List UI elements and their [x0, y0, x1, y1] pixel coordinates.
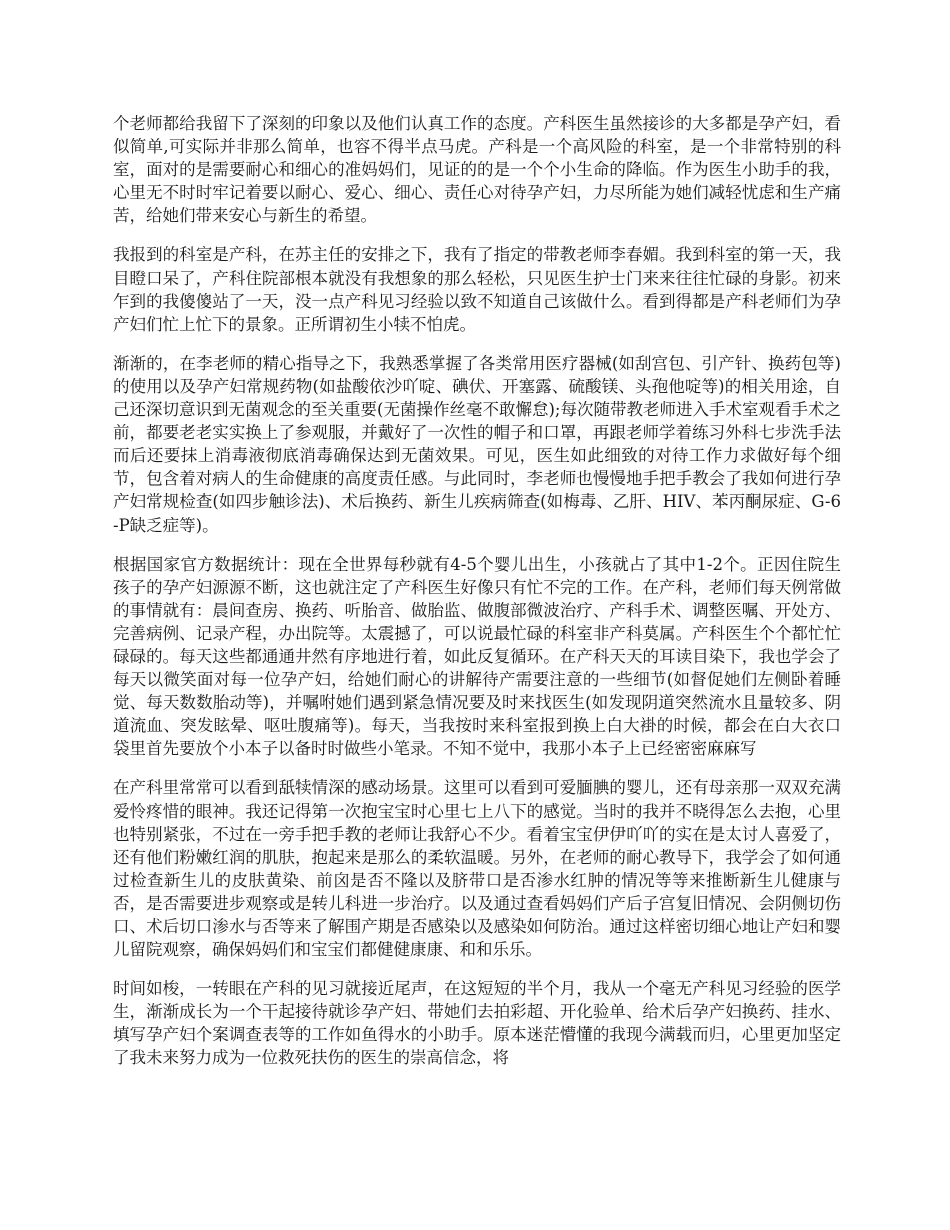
paragraph-2: 我报到的科室是产科，在苏主任的安排之下，我有了指定的带教老师李春媚。我到科室的第一天，我目瞪口呆了，产科住院部根本就没有我想象的那么轻松，只见医生护士门来来往往忙碌的身影。初来乍到的我傻傻站了一天，没一点产科见习经验以致不知道自己该做什么。看到得都是产科老师们为孕产妇们忙上忙下的景象。正所谓初生小犊不怕虎。: [113, 245, 841, 334]
document-body: [113, 112, 841, 1086]
paragraph-4: 根据国家官方数据统计：现在全世界每秒就有4-5个婴儿出生，小孩就占了其中1-2个。正因住院生孩子的孕产妇源源不断，这也就注定了产科医生好像只有忙不完的工作。在产科，老师们每天例常做的事情就有：晨间查房、换药、听胎音、做胎监、做腹部微波治疗、产科手术、调整医嘱、开处方、完善病例、记录产程，办出院等。太震撼了，可以说最忙碌的科室非产科莫属。产科医生个个都忙忙碌碌的。每天这些都通通井然有序地进行着，如此反复循环。在产科天天的耳读目染下，我也学会了每天以微笑面对每一位孕产妇，给她们耐心的讲解待产需要注意的一些细节(如督促她们左侧卧着睡觉、每天数数胎动等)，并嘱咐她们遇到紧急情况要及时来找医生(如发现阴道突然流水且量较多、阴道流血、突发眩晕、呕吐腹痛等)。每天，当我按时来科室报到换上白大褂的时候，都会在白大衣口袋里首先要放个小本子以备时时做些小笔录。不知不觉中，我那小本子上已经密密麻麻写: [113, 554, 841, 759]
paragraph-1: 个老师都给我留下了深刻的印象以及他们认真工作的态度。产科医生虽然接诊的大多都是孕产妇，看似简单,可实际并非那么简单，也容不得半点马虎。产科是一个高风险的科室，是一个非常特别的科室，面对的是需要耐心和细心的准妈妈们，见证的的是一个个小生命的降临。作为医生小助手的我，心里无不时时牢记着要以耐心、爱心、细心、责任心对待孕产妇，力尽所能为她们减轻忧虑和生产痛苦，给她们带来安心与新生的希望。: [113, 114, 841, 226]
paragraph-5: 在产科里常常可以看到舐犊情深的感动场景。这里可以看到可爱腼腆的婴儿，还有母亲那一双双充满爱怜疼惜的眼神。我还记得第一次抱宝宝时心里七上八下的感觉。当时的我并不晓得怎么去抱，心里也特别紧张，不过在一旁手把手教的老师让我舒心不少。看着宝宝伊伊吖吖的实在是太讨人喜爱了，还有他们粉嫩红润的肌肤，抱起来是那么的柔软温暖。另外，在老师的耐心教导下，我学会了如何通过检查新生儿的皮肤黄染、前囟是否不隆以及脐带口是否渗水红肿的情况等等来推断新生儿健康与否，是否需要进步观察或是转儿科进一步治疗。以及通过查看妈妈们产后子宫复旧情况、会阴侧切伤口、术后切口渗水与否等来了解围产期是否感染以及感染如何防治。通过这样密切细心地让产妇和婴儿留院观察，确保妈妈们和宝宝们都健健康康、和和乐乐。: [113, 778, 841, 960]
paragraph-6: 时间如梭，一转眼在产科的见习就接近尾声，在这短短的半个月，我从一个毫无产科见习经验的医学生，渐渐成长为一个干起接待就诊孕产妇、带她们去拍彩超、开化验单、给术后孕产妇换药、挂水、填写孕产妇个案调查表等的工作如鱼得水的小助手。原本迷茫懵懂的我现今满载而归，心里更加坚定了我未来努力成为一位救死扶伤的医生的崇高信念，将: [113, 979, 841, 1068]
paragraph-3: 渐渐的，在李老师的精心指导之下，我熟悉掌握了各类常用医疗器械(如刮宫包、引产针、换药包等)的使用以及孕产妇常规药物(如盐酸依沙吖啶、碘伏、开塞露、硫酸镁、头孢他啶等)的相关用途，自己还深切意识到无菌观念的至关重要(无菌操作丝毫不敢懈怠);每次随带教老师进入手术室观看手术之前，都要老老实实换上了参观服，并戴好了一次性的帽子和口罩，再跟老师学着练习外科七步洗手法而后还要抹上消毒液彻底消毒确保达到无菌效果。可见，医生如此细致的对待工作力求做好每个细节，包含着对病人的生命健康的高度责任感。与此同时，李老师也慢慢地手把手教会了我如何进行孕产妇常规检查(如四步触诊法)、术后换药、新生儿疾病筛查(如梅毒、乙肝、HIV、苯丙酮尿症、G-6-P缺乏症等)。: [113, 353, 841, 535]
